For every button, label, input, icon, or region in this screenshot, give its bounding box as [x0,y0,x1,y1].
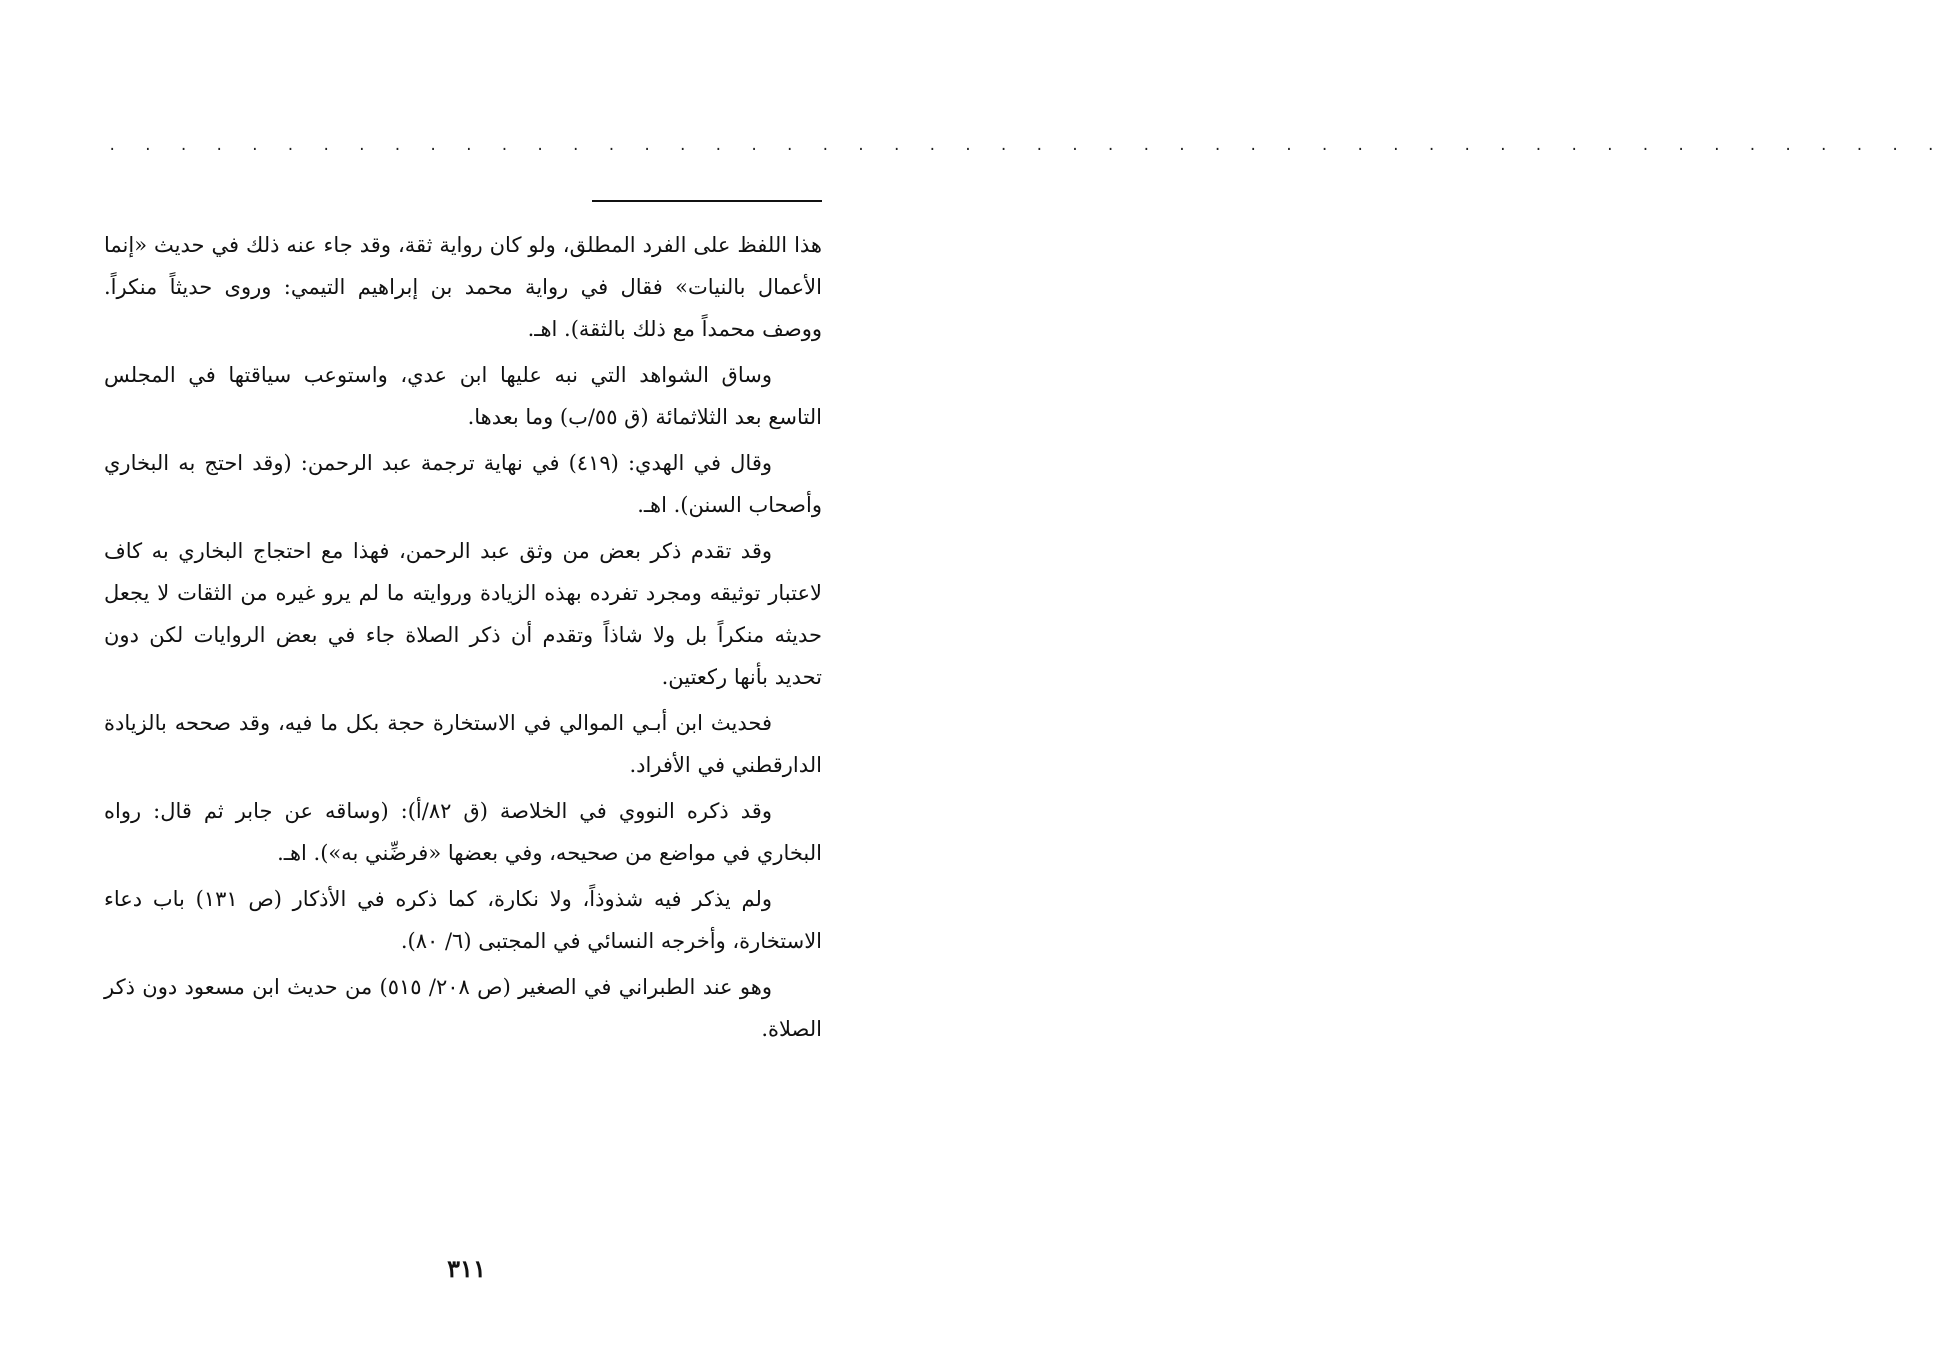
paragraph: وقد ذكره النووي في الخلاصة (ق ٨٢/أ): (وساقه عن جابر ثم قال: رواه البخاري في مواضع من صحيحه، وفي بعضها «فرضِّني به»). اهـ. [104,799,822,865]
paragraph: ولم يذكر فيه شذوذاً، ولا نكارة، كما ذكره في الأذكار (ص ١٣١) باب دعاء الاستخارة، وأخرجه النسائي في المجتبى (٦/ ٨٠). [104,887,822,953]
separator-dots: . . . . . . . . . . . . . . . . . . . . . . . . . . . . . . . . . . . . . . . . . . . . . . . . . . . . [108,138,1944,154]
page-number: ٣١١ [447,1254,486,1283]
body-text [104,224,822,1054]
paragraph: وقال في الهدي: (٤١٩) في نهاية ترجمة عبد الرحمن: (وقد احتج به البخاري وأصحاب السنن). اهـ. [104,451,822,517]
paragraph: وهو عند الطبراني في الصغير (ص ٢٠٨/ ٥١٥) من حديث ابن مسعود دون ذكر الصلاة. [104,975,822,1041]
footnote-rule [592,200,822,202]
paragraph: وقد تقدم ذكر بعض من وثق عبد الرحمن، فهذا مع احتجاج البخاري به كاف لاعتبار توثيقه ومجرد تفرده بهذه الزيادة وروايته ما لم يرو غيره من الثقات لا يجعل حديثه منكراً بل ولا شاذاً وتقدم أن ذكر الصلاة جاء في بعض الروايات لكن دون تحديد بأنها ركعتين. [104,539,822,689]
paragraph: وساق الشواهد التي نبه عليها ابن عدي، واستوعب سياقتها في المجلس التاسع بعد الثلاثمائة (ق ٥٥/ب) وما بعدها. [104,363,822,429]
paragraph: هذا اللفظ على الفرد المطلق، ولو كان رواية ثقة، وقد جاء عنه ذلك في حديث «إنما الأعمال بالنيات» فقال في رواية محمد بن إبراهيم التيمي: وروى حديثاً منكراً. ووصف محمداً مع ذلك بالثقة). اهـ. [104,233,822,341]
paragraph: فحديث ابن أبـي الموالي في الاستخارة حجة بكل ما فيه، وقد صححه بالزيادة الدارقطني في الأفراد. [104,711,822,777]
